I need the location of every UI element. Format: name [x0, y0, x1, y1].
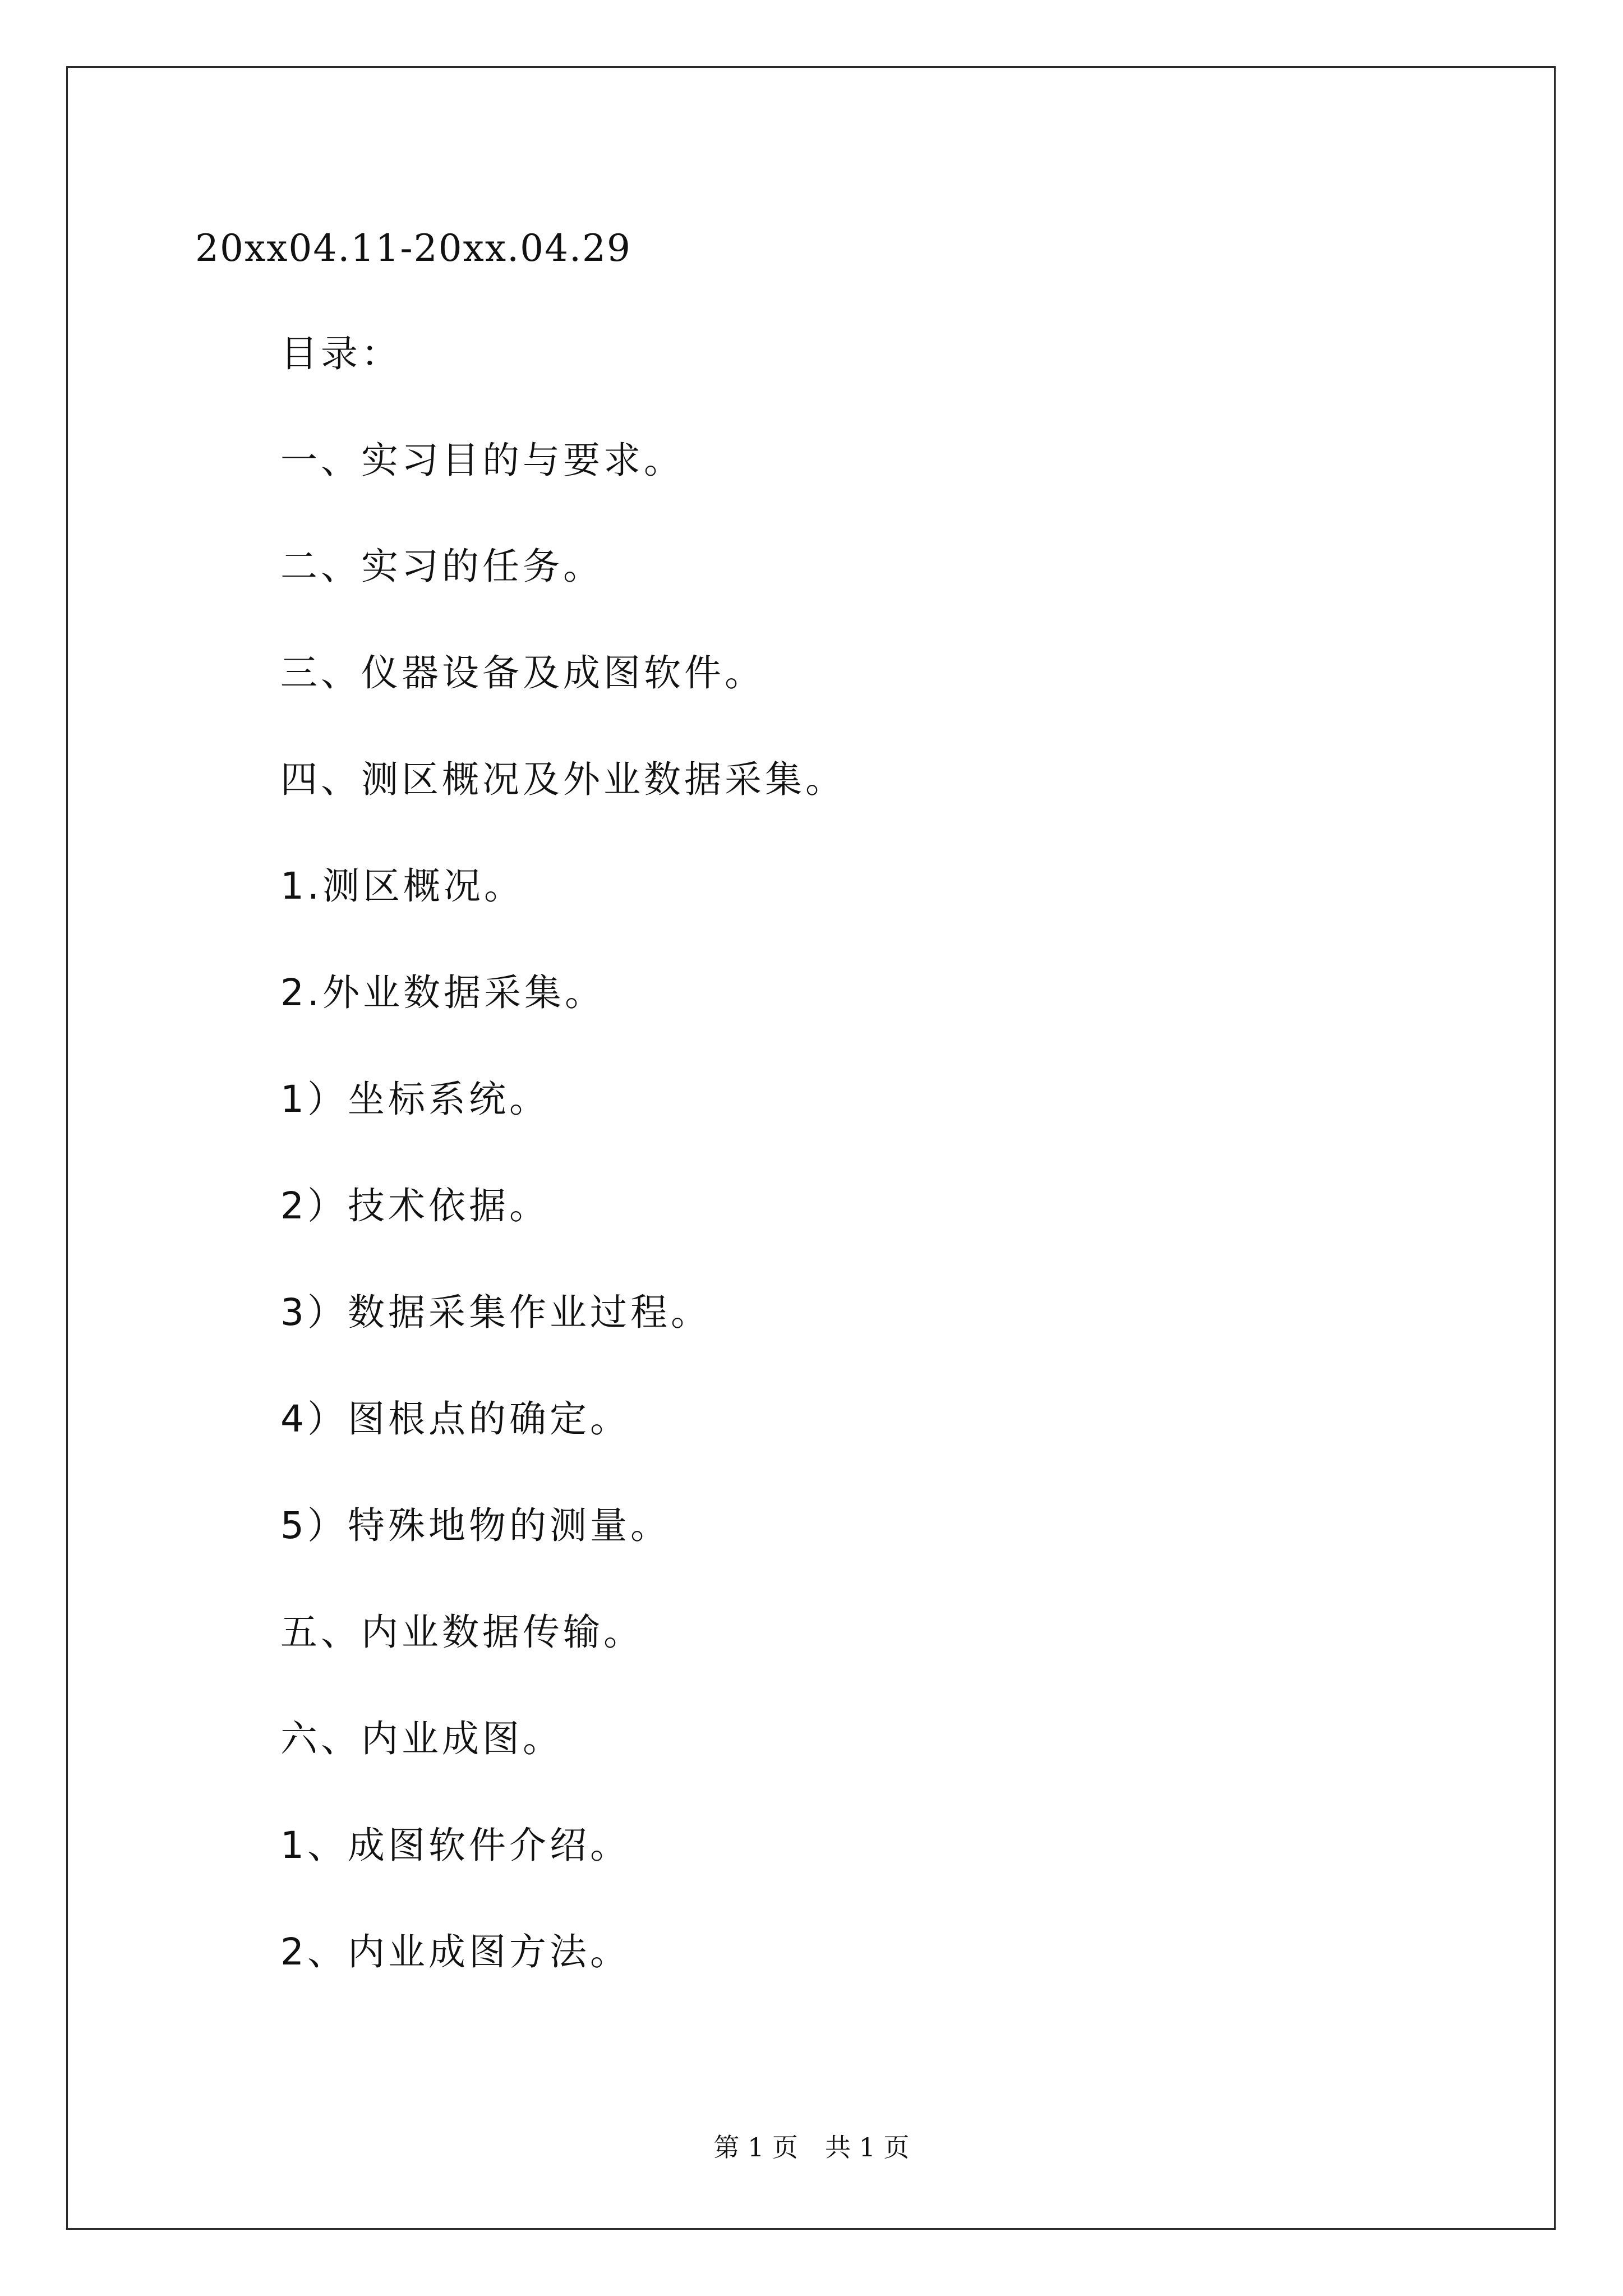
page-footer — [0, 2132, 1623, 2163]
page-total: 共 1 页 — [825, 2132, 910, 2162]
page-border — [66, 66, 1556, 2230]
toc-item: 四、测区概况及外业数据采集。 — [280, 758, 846, 801]
toc-item: 1）坐标系统。 — [280, 1078, 550, 1121]
toc-item: 2、内业成图方法。 — [280, 1930, 630, 1973]
date-range: 20xx04.11-20xx.04.29 — [195, 227, 632, 270]
toc-item: 1、成图软件介绍。 — [280, 1824, 630, 1867]
toc-item: 2）技术依据。 — [280, 1184, 550, 1227]
toc-item: 3）数据采集作业过程。 — [280, 1291, 711, 1334]
toc-item: 三、仪器设备及成图软件。 — [280, 651, 765, 694]
toc-item: 2.外业数据采集。 — [280, 971, 605, 1014]
page-number: 第 1 页 — [713, 2132, 798, 2162]
toc-title: 目录： — [280, 332, 402, 375]
toc-item: 一、实习目的与要求。 — [280, 439, 684, 482]
toc-item: 五、内业数据传输。 — [280, 1611, 644, 1654]
toc-item: 4）图根点的确定。 — [280, 1397, 630, 1441]
toc-item: 六、内业成图。 — [280, 1717, 563, 1760]
toc-item: 二、实习的任务。 — [280, 545, 603, 588]
toc-item: 1.测区概况。 — [280, 864, 524, 908]
toc-item: 5）特殊地物的测量。 — [280, 1504, 671, 1547]
